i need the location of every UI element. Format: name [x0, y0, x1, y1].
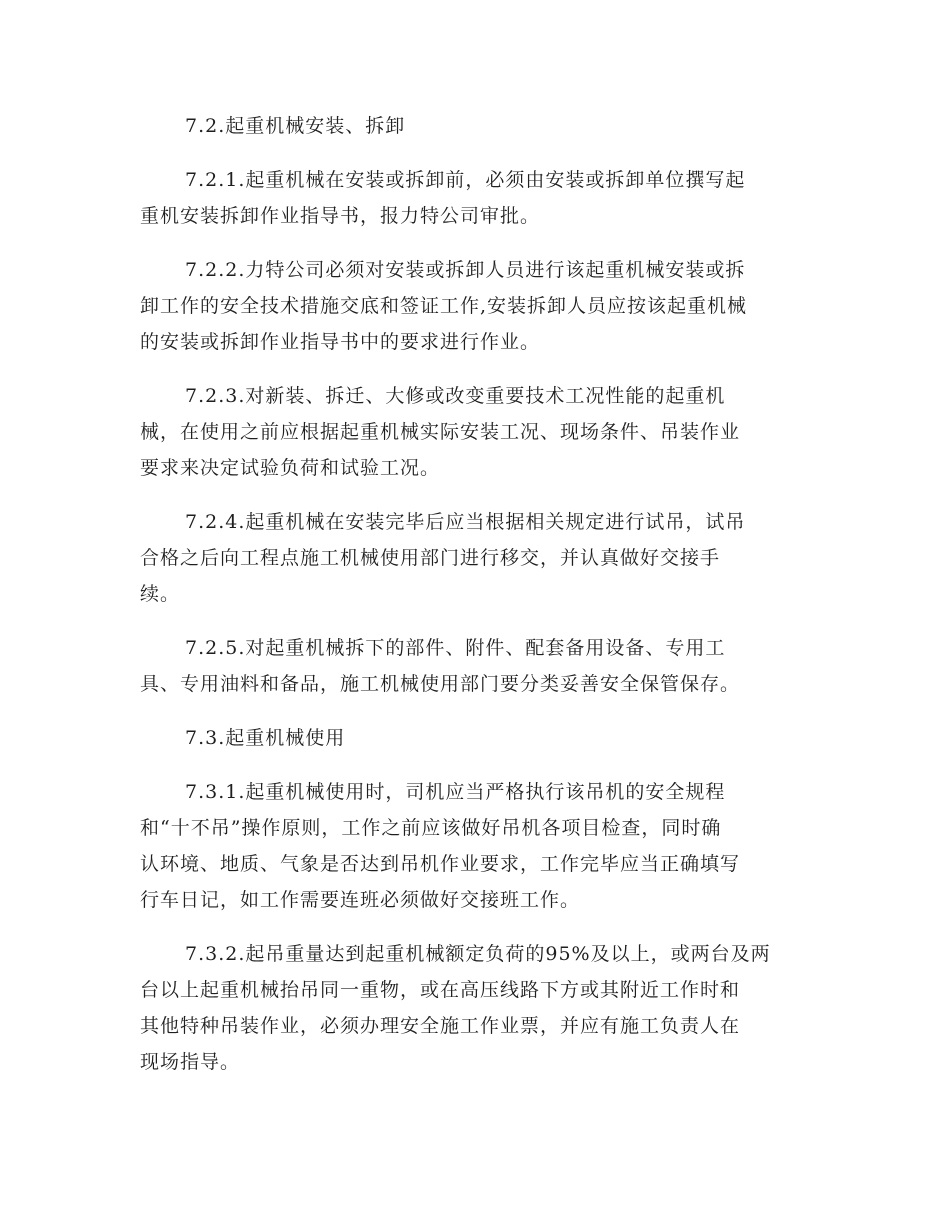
text-line: 7.2.5.对起重机械拆下的部件、附件、配套备用设备、专用工 [185, 637, 726, 659]
text-line: 7.2.1.起重机械在安装或拆卸前，必须由安装或拆卸单位撰写起 [185, 169, 746, 191]
document-body [140, 108, 812, 1098]
text-line: 重机安装拆卸作业指导书，报力特公司审批。 [140, 205, 541, 227]
text-line: 7.3.起重机械使用 [185, 727, 346, 749]
text-line: 现场指导。 [140, 1051, 241, 1073]
text-line: 7.2.起重机械安装、拆卸 [185, 115, 406, 137]
text-line: 7.3.1.起重机械使用时，司机应当严格执行该吊机的安全规程 [185, 781, 726, 803]
text-line: 认环境、地质、气象是否达到吊机作业要求，工作完毕应当正确填写 [140, 853, 741, 875]
text-line: 台以上起重机械抬吊同一重物，或在高压线路下方或其附近工作时和 [140, 979, 741, 1001]
text-line: 7.2.3.对新装、拆迁、大修或改变重要技术工况性能的起重机 [185, 385, 726, 407]
paragraph-7-2-4 [140, 504, 812, 612]
section-heading-7-3 [140, 720, 812, 756]
text-line: 行车日记，如工作需要连班必须做好交接班工作。 [140, 889, 581, 911]
text-line: 其他特种吊装作业，必须办理安全施工作业票，并应有施工负责人在 [140, 1015, 741, 1037]
paragraph-7-2-3 [140, 378, 812, 486]
text-line: 和“十不吊”操作原则，工作之前应该做好吊机各项目检查，同时确 [140, 817, 722, 839]
text-line: 7.3.2.起吊重量达到起重机械额定负荷的95%及以上，或两台及两 [185, 943, 771, 965]
text-line: 7.2.4.起重机械在安装完毕后应当根据相关规定进行试吊，试吊 [185, 511, 746, 533]
text-line: 要求来决定试验负荷和试验工况。 [140, 457, 441, 479]
section-heading-7-2 [140, 108, 812, 144]
paragraph-7-2-1 [140, 162, 812, 234]
text-line: 7.2.2.力特公司必须对安装或拆卸人员进行该起重机械安装或拆 [185, 259, 746, 281]
text-line: 续。 [140, 583, 181, 605]
text-line: 合格之后向工程点施工机械使用部门进行移交，并认真做好交接手 [140, 547, 721, 569]
text-line: 具、专用油料和备品，施工机械使用部门要分类妥善安全保管保存。 [140, 673, 741, 695]
paragraph-7-2-2 [140, 252, 812, 360]
paragraph-7-3-1 [140, 774, 812, 918]
paragraph-7-2-5 [140, 630, 812, 702]
text-line: 卸工作的安全技术措施交底和签证工作,安装拆卸人员应按该起重机械 [140, 295, 748, 317]
text-line: 械，在使用之前应根据起重机械实际安装工况、现场条件、吊装作业 [140, 421, 741, 443]
text-line: 的安装或拆卸作业指导书中的要求进行作业。 [140, 331, 541, 353]
paragraph-7-3-2 [140, 936, 812, 1080]
